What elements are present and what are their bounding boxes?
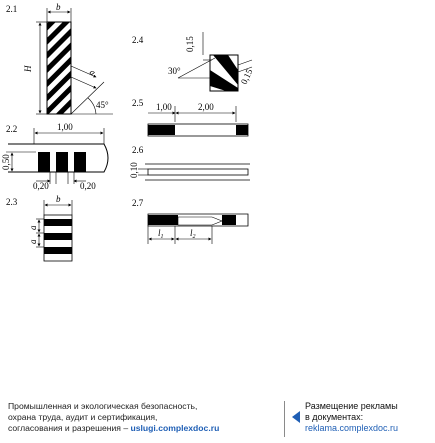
fig-2-5-seg2: 2,00 [198,102,214,112]
figure-2-2 [1,122,108,191]
fig-2-4-d2: 0,15 [238,67,255,86]
fig-2-1-label: 2.1 [6,4,18,14]
fig-2-3-a2: a [28,239,38,244]
fig-2-5-label: 2.5 [132,98,144,108]
figure-2-6 [129,145,250,180]
figure-2-4 [132,32,255,91]
fig-2-2-gap-right: 0,20 [80,181,96,191]
fig-2-2-label: 2.2 [6,124,18,134]
fig-2-1-a: a [87,66,98,78]
figure-2-5 [132,98,248,136]
fig-2-1-angle: 45° [96,100,109,110]
footer-line-3: согласования и разрешения – uslugi.complexdoc.ru [8,423,220,433]
uslugi-link[interactable]: uslugi.complexdoc.ru [130,423,220,433]
footer-right-text [305,401,433,434]
figure-2-3 [6,194,72,261]
reklama-link[interactable]: reklama.complexdoc.ru [305,423,399,433]
fig-2-2-width: 1,00 [57,122,73,132]
fig-2-2-gap-left: 0,20 [33,181,49,191]
fig-2-7-l2: $l_2$ [190,228,196,240]
fig-2-6-label: 2.6 [132,145,144,155]
fig-2-4-label: 2.4 [132,35,144,45]
fig-2-3-a1: a [28,225,38,230]
fig-2-1-b: b [56,2,61,12]
figure-2-1 [6,2,113,114]
fig-2-3-b: b [56,194,61,204]
footer-line-2: охрана труда, аудит и сертификация, [8,412,158,422]
fig-2-7-l1: $l_1$ [158,228,164,240]
footer-line-1: Промышленная и экологическая безопасность, [8,401,198,411]
fig-2-1-h: H [23,65,33,72]
fig-2-4-angle: 30° [168,66,181,76]
hatched-post [47,22,71,114]
fig-2-3-label: 2.3 [6,197,18,207]
fig-2-2-height: 0,50 [1,154,11,170]
ad-heading-line-2: в документах: [305,412,364,422]
fig-2-6-d: 0,10 [129,162,139,178]
footer-left-text [8,401,288,434]
arrow-left-icon [292,411,300,423]
fig-2-5-seg1: 1,00 [156,102,172,112]
ad-footer [0,395,435,443]
ad-heading-line-1: Размещение рекламы [305,401,398,411]
footer-divider [284,401,285,437]
figure-2-7 [132,198,248,244]
fig-2-7-label: 2.7 [132,198,144,208]
fig-2-4-d1: 0,15 [185,36,195,52]
